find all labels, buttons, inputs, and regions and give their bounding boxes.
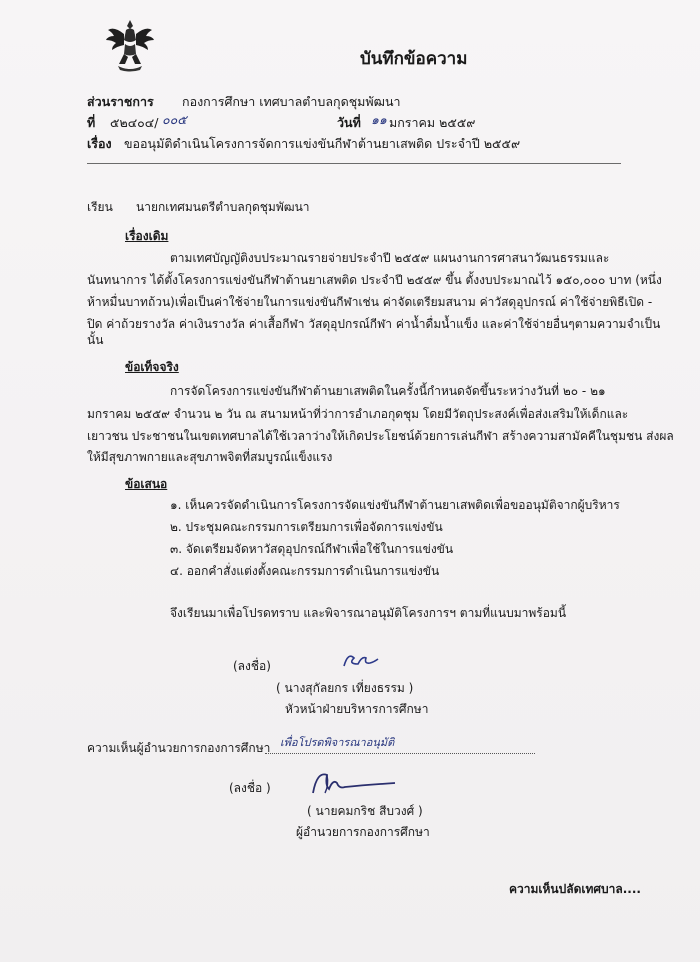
subject-value: ขออนุมัติดำเนินโครงการจัดการแข่งขันกีฬาต้านยาเสพติด ประจำปี ๒๕๕๙ [124, 136, 521, 151]
footer-deputy-opinion: ความเห็นปลัดเทศบาล.... [509, 882, 641, 896]
sign-label-2: (ลงชื่อ ) [229, 781, 271, 795]
background-line: นันทนาการ ได้ตั้งโครงการแข่งขันกีฬาต้านยาเสพติด ประจำปี ๒๕๕๙ ขึ้น ตั้งงบประมาณไว้ ๑๕๐,๐๐๐ บาท (หนึ่ง [87, 273, 662, 287]
opinion-label: ความเห็นผู้อำนวยการกองการศึกษา [87, 741, 271, 755]
proposal-item: ๓. จัดเตรียมจัดหาวัสดุอุปกรณ์กีฬาเพื่อใช้ในการแข่งขัน [170, 542, 454, 556]
proposal-item: ๔. ออกคำสั่งแต่งตั้งคณะกรรมการดำเนินการแข่งขัน [170, 564, 440, 578]
opinion-handwritten: เพื่อโปรดพิจารณาอนุมัติ [280, 736, 395, 749]
opinion-dotted-line [265, 752, 535, 754]
signer-position-1: หัวหน้าฝ่ายบริหารการศึกษา [285, 702, 429, 716]
facts-line: ให้มีสุขภาพกายและสุขภาพจิตที่สมบูรณ์แข็งแรง [87, 450, 333, 464]
sign-label-1: (ลงชื่อ) [233, 659, 271, 673]
facts-line: มกราคม ๒๕๕๙ จำนวน ๒ วัน ณ สนามหน้าที่ว่าการอำเภอกุดชุม โดยมีวัตถุประสงค์เพื่อส่งเสริมให้เด็กและ [87, 407, 629, 421]
background-line: ห้าหมื่นบาทถ้วน)เพื่อเป็นค่าใช้จ่ายในการแข่งขันกีฬาเช่น ค่าจัดเตรียมสนาม ค่าวัสดุอุปกรณ์ ค่าใช้จ่ายพิธีเปิด - [87, 295, 653, 309]
dept-value: กองการศึกษา เทศบาลตำบลกุดชุมพัฒนา [182, 94, 401, 109]
handwritten-signature-1 [340, 648, 380, 676]
proposal-heading: ข้อเสนอ [125, 477, 168, 491]
proposal-item: ๒. ประชุมคณะกรรมการเตรียมการเพื่อจัดการแข่งขัน [170, 520, 443, 534]
facts-line: การจัดโครงการแข่งขันกีฬาต้านยาเสพติดในครั้งนี้กำหนดจัดขึ้นระหว่างวันที่ ๒๐ - ๒๑ [170, 384, 606, 398]
signer-name-2: ( นายคมกริช สีบวงศ์ ) [307, 804, 423, 818]
ref-handwritten: ๐๐๕ [162, 112, 187, 127]
closing-text: จึงเรียนมาเพื่อโปรดทราบ และพิจารณาอนุมัติโครงการฯ ตามที่แนบมาพร้อมนี้ [170, 606, 567, 620]
ref-label: ที่ [87, 115, 96, 130]
garuda-emblem-icon [104, 16, 156, 74]
salutation-label: เรียน [87, 200, 113, 214]
date-value: มกราคม ๒๕๕๙ [389, 115, 476, 130]
date-label: วันที่ [337, 115, 361, 130]
salutation-value: นายกเทศมนตรีตำบลกุดชุมพัฒนา [136, 200, 310, 214]
background-line: ตามเทศบัญญัติงบประมาณรายจ่ายประจำปี ๒๕๕๙ แผนงานการศาสนาวัฒนธรรมและ [170, 251, 610, 265]
handwritten-signature-2 [305, 765, 400, 801]
signer-name-1: ( นางสุกัลยกร เที่ยงธรรม ) [276, 681, 414, 695]
ref-value: ๕๒๔๐๔/ [110, 115, 159, 130]
background-heading: เรื่องเดิม [125, 229, 169, 243]
header-divider [87, 163, 621, 164]
signer-position-2: ผู้อำนวยการกองการศึกษา [296, 825, 430, 839]
background-line: นั้น [87, 333, 104, 347]
dept-label: ส่วนราชการ [87, 94, 154, 109]
proposal-item: ๑. เห็นควรจัดดำเนินการโครงการจัดแข่งขันกีฬาต้านยาเสพติดเพื่อขออนุมัติจากผู้บริหาร [170, 498, 620, 512]
background-line: ปิด ค่าถ้วยรางวัล ค่าเงินรางวัล ค่าเสื้อกีฬา วัสดุอุปกรณ์กีฬา ค่าน้ำดื่มน้ำแข็ง และค่าใช้จ่ายอื่นๆตามความจำเป็น [87, 317, 661, 331]
facts-heading: ข้อเท็จจริง [125, 360, 179, 374]
subject-label: เรื่อง [87, 136, 112, 151]
memo-title: บันทึกข้อความ [360, 49, 468, 69]
date-handwritten: ๑๑ [371, 112, 387, 127]
facts-line: เยาวชน ประชาชนในเขตเทศบาลได้ใช้เวลาว่างให้เกิดประโยชน์ด้วยการเล่นกีฬา สร้างความสามัคคีในชุมชน ส่งผล [87, 429, 674, 443]
